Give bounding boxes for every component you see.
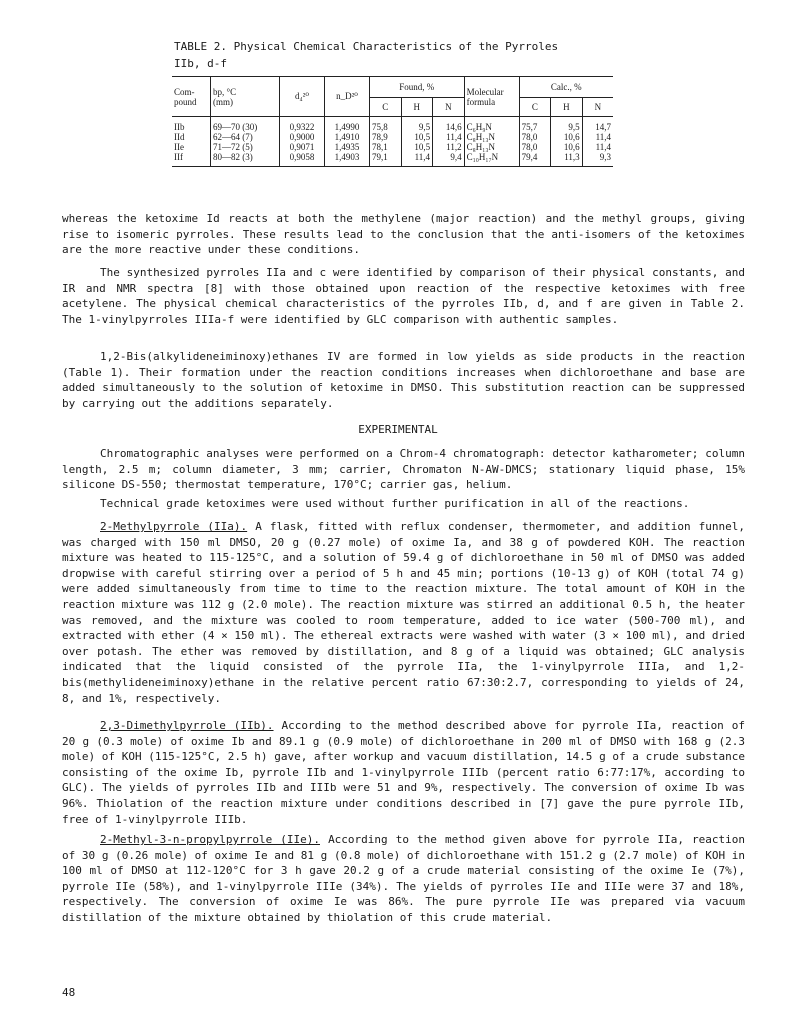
cell-calc-c: 75,7 [519,117,551,133]
properties-table [172,76,613,167]
cell-found-n: 11,2 [433,142,465,152]
section-body-2-3-dimethylpyrrole: According to the method described above for pyrrole IIa, reaction of 20 g (0.3 mole) of oxime Ib and 89.1 g (0.9 mole) of dichloroethane in 200 ml of DMSO with 168 g (2.3 mole) of KOH (115-125°C, 2.5 h) gave, after workup and vacuum distillation, 14.5 g of a crude substance consisting of the oxime Ib, pyrrole IIb and 1-vinylpyrrole IIIb (percent ratio 6:77:17%, according to GLC). The yields of pyrroles IIb and IIIb were 51 and 9%, respectively. The conversion of oxime Ib was 96%. Thiolation of the reaction mixture under conditions described in [7] gave the pure pyrrole IIb, free of 1-vinylpyrrole IIIb. [62,719,745,826]
header-compound: Com- pound [172,77,211,117]
experimental-heading: EXPERIMENTAL [358,423,438,436]
cell-calc-c: 78,0 [519,132,551,142]
cell-calc-n: 9,3 [582,152,613,167]
cell-calc-n: 14,7 [595,122,611,132]
paragraph-2-methyl-3-propylpyrrole [62,832,745,926]
header-found-h: H [401,98,433,117]
cell-refractive-index: 1,4903 [325,152,370,167]
paragraph-chromatography: Chromatographic analyses were performed on a Chrom-4 chromatograph: detector katharometer; column length, 2.5 m; column diameter, 3 mm; carrier, Chromaton N-AW-DMCS; stationary liquid phase, 15% silicone DS-550; thermostat temperature, 170°C; carrier gas, helium. [62,447,745,492]
cell-bp: 80—82 (3) [211,152,280,167]
paragraph-2-3-dimethylpyrrole [62,718,745,827]
header-calc-c: C [519,98,551,117]
cell-found-c: 79,1 [370,152,402,167]
cell-refractive-index: 1,4935 [325,142,370,152]
paragraph-2-methylpyrrole [62,519,745,706]
cell-formula: C₆H₉N [464,117,519,133]
cell-calc-c: 78,0 [519,142,551,152]
cell-bp: 69—70 (30) [211,117,280,133]
cell-calc-h: 9,5 [551,117,583,133]
paragraph-side-products: 1,2-Bis(alkylideneiminoxy)ethanes IV are formed in low yields as side products in the reaction (Table 1). Their formation under the reaction conditions increases when dichloroethane and base are added simultaneously to the solution of ketoxime in DMSO. This substitution reaction can be suppressed by carrying out the additions separately. [62,350,745,410]
cell-calc-h: 10,6 [551,132,583,142]
cell-calc-h: 10,6 [551,142,583,152]
table-row [172,117,613,133]
cell-compound: IIf [172,152,211,167]
cell-calc-h: 11,3 [551,152,583,167]
cell-found-h: 10,5 [401,132,433,142]
paragraph-ketoxime-reactivity: whereas the ketoxime Id reacts at both the methylene (major reaction) and the methyl groups, giving rise to isomeric pyrroles. These results lead to the conclusion that the anti-isomers of the ketoximes are the more reactive under these conditions. [62,212,745,257]
cell-refractive-index: 1,4910 [325,132,370,142]
cell-bp: 62—64 (7) [211,132,280,142]
cell-found-c: 78,9 [370,132,402,142]
cell-found-n: 14,6 [433,117,465,133]
header-bp: bp, °C (mm) [211,77,280,117]
header-density: d₄²⁰ [280,77,325,117]
section-title-2-methylpyrrole: 2-Methylpyrrole (IIa). [100,520,248,533]
cell-found-h: 9,5 [401,117,433,133]
cell-density: 0,9058 [280,152,325,167]
header-calc-n: N [582,98,613,117]
table-row [172,142,613,152]
paragraph-identification: The synthesized pyrroles IIa and c were identified by comparison of their physical constants, and IR and NMR spectra [8] with those obtained upon reaction of the respective ketoximes with free acetylene. The physical chemical characteristics of the pyrroles IIb, d, and f are given in Table 2. The 1-vinylpyrroles IIIa-f were identified by GLC comparison with authentic samples. [62,266,745,326]
cell-compound: IIe [172,142,211,152]
paragraph-reagents: Technical grade ketoximes were used without further purification in all of the reactions. [100,497,690,510]
cell-formula: C₈H₁₃N [464,132,519,142]
cell-calc-n: 11,4 [595,142,611,152]
cell-calc-c: 79,4 [519,152,551,167]
cell-compound: IId [172,132,211,142]
header-calc-h: H [551,98,583,117]
section-title-2-3-dimethylpyrrole: 2,3-Dimethylpyrrole (IIb). [100,719,274,732]
header-found-c: C [370,98,402,117]
table-row [172,152,613,167]
cell-found-h: 11,4 [401,152,433,167]
cell-bp: 71—72 (5) [211,142,280,152]
cell-found-n: 9,4 [433,152,465,167]
table-row [172,132,613,142]
cell-found-n: 11,4 [433,132,465,142]
header-refractive-index: n_D²⁰ [325,77,370,117]
header-formula: Molecular formula [464,77,519,117]
cell-density: 0,9000 [280,132,325,142]
header-found: Found, % [370,77,465,98]
table-caption: TABLE 2. Physical Chemical Characteristics of the Pyrroles IIb, d-f [174,40,559,70]
header-found-n: N [433,98,465,117]
cell-found-c: 75,8 [370,117,402,133]
cell-found-c: 78,1 [370,142,402,152]
cell-compound: IIb [172,117,211,133]
section-title-2-methyl-3-propylpyrrole: 2-Methyl-3-n-propylpyrrole (IIe). [100,833,320,846]
cell-density: 0,9071 [280,142,325,152]
section-body-2-methylpyrrole: A flask, fitted with reflux condenser, thermometer, and addition funnel, was charged with 150 ml DMSO, 20 g (0.27 mole) of oxime Ia, and 38 g of powdered KOH. The reaction mixture was heated to 115-125°C, and a solution of 59.4 g of dichloroethane in 50 ml of DMSO was added dropwise with careful stirring over a period of 5 h and 45 min; portions (10-13 g) of KOH (total 74 g) were added simultaneously from time to time to the reaction mixture. The total amount of KOH in the reaction mixture was 112 g (2.0 mole). The reaction mixture was stirred an additional 0.5 h, the heater was removed, and the mixture was cooled to room temperature, added to ice water (500-700 ml), and extracted with ether (4 × 150 ml). The ethereal extracts were washed with water (3 × 100 ml), and dried over potash. The ether was removed by distillation, and 8 g of a liquid was obtained; GLC analysis indicated that the liquid consisted of the pyrrole IIa, the 1-vinylpyrrole IIIa, and 1,2-bis(methylideneiminoxy)ethane in the relative percent ratio 67:30:2.7, corresponding to yields of 24, 8, and 1%, respectively. [62,520,745,705]
cell-found-h: 10,5 [401,142,433,152]
cell-density: 0,9322 [280,117,325,133]
page-number: 48 [62,986,76,999]
cell-formula: C₁₀H₁₇N [464,152,519,167]
header-calc: Calc., % [519,77,613,98]
cell-calc-n: 11,4 [595,132,611,142]
section-body-2-methyl-3-propylpyrrole: According to the method given above for pyrrole IIa, reaction of 30 g (0.26 mole) of oxime Ie and 81 g (0.8 mole) of dichloroethane with 151.2 g (2.7 mole) of KOH in 100 ml of DMSO at 112-120°C for 3 h gave 20.2 g of a crude material consisting of the oxime Ie (7%), pyrrole IIe (58%), and 1-vinylpyrrole IIIe (34%). The yields of pyrroles IIe and IIIe were 37 and 18%, respectively. The conversion of oxime Ie was 86%. The pure pyrrole IIe was prepared via vacuum distillation of the mixture obtained by thiolation of this crude material. [62,833,746,924]
cell-refractive-index: 1,4990 [325,117,370,133]
cell-formula: C₈H₁₃N [464,142,519,152]
